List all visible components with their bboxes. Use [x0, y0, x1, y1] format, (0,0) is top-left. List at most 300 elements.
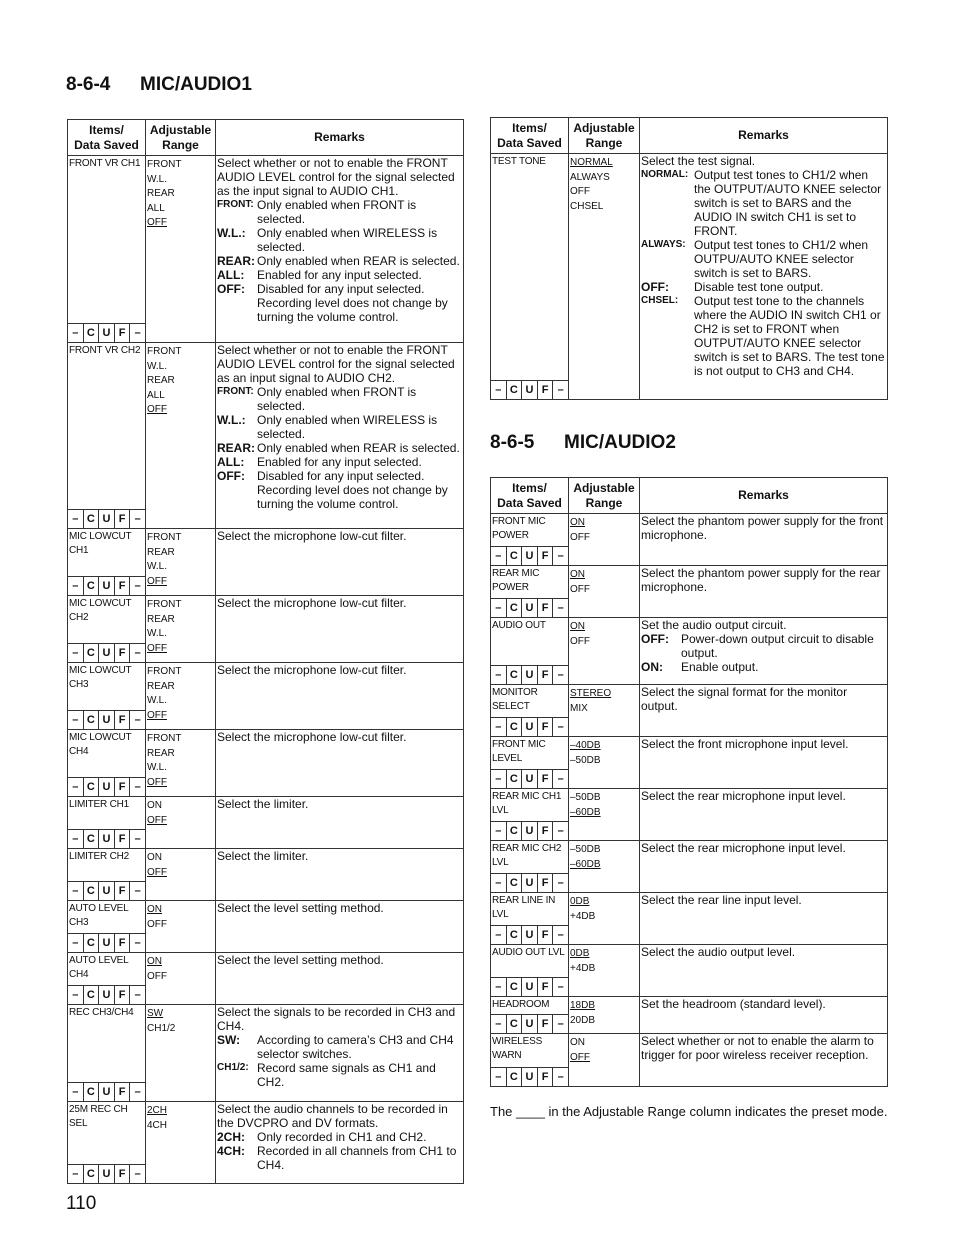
flag-2: U — [99, 324, 115, 342]
section-number: 8-6-5 — [490, 432, 535, 453]
remarks-cell — [640, 685, 888, 737]
header-items: Items/ Data Saved — [491, 478, 569, 514]
data-saved-flags — [491, 598, 568, 617]
data-saved-flags — [68, 509, 145, 528]
table-row — [68, 1005, 464, 1102]
remarks-definition — [217, 455, 461, 469]
flag-2: U — [99, 711, 115, 729]
flag-4: – — [557, 550, 564, 562]
remarks-intro: Select the microphone low-cut filter. — [217, 529, 407, 543]
item-cell — [68, 156, 146, 343]
flag-2: U — [522, 770, 538, 788]
range-option: FRONT — [147, 733, 182, 744]
remarks-definition — [217, 198, 461, 226]
data-saved-flags — [491, 665, 568, 684]
flag-4: – — [134, 647, 141, 659]
remarks-definition — [217, 413, 461, 441]
definition-key: NORMAL: — [641, 169, 689, 180]
range-option: ON — [570, 1037, 585, 1048]
flag-2: U — [99, 778, 115, 796]
flag-1: C — [84, 830, 100, 848]
range-option: W.L. — [147, 695, 168, 706]
range-cell — [569, 893, 640, 945]
range-option: –50DB — [570, 792, 601, 803]
flag-1: C — [507, 874, 523, 892]
flag-0: – — [491, 718, 507, 736]
data-saved-flags — [491, 546, 568, 565]
definition-key: OFF: — [641, 280, 669, 294]
flag-0: – — [68, 934, 84, 952]
data-saved-flags — [68, 323, 145, 342]
range-cell — [146, 529, 216, 596]
flag-1: C — [84, 986, 100, 1004]
item-name: WIRELESS WARN — [492, 1036, 543, 1061]
flag-3: F — [115, 986, 131, 1004]
table-row — [491, 789, 888, 841]
flag-0: – — [68, 1083, 84, 1101]
item-name: FRONT MIC LEVEL — [492, 739, 546, 764]
range-option: REAR — [147, 747, 175, 759]
range-option: ON — [147, 852, 162, 863]
flag-0: – — [491, 822, 507, 840]
item-cell — [491, 1034, 569, 1087]
table-row — [68, 156, 464, 343]
item-name: AUDIO OUT LVL — [492, 947, 565, 958]
flag-4: – — [134, 833, 141, 845]
table-row — [491, 154, 888, 400]
range-option: OFF — [147, 918, 167, 930]
flag-0: – — [68, 986, 84, 1004]
flag-1: C — [507, 926, 523, 944]
item-cell — [68, 596, 146, 663]
item-cell — [68, 849, 146, 901]
definition-text: Only recorded in CH1 and CH2. — [257, 1130, 427, 1144]
range-option: REAR — [147, 613, 175, 625]
data-saved-flags — [491, 1014, 568, 1033]
header-items: Items/ Data Saved — [68, 120, 146, 156]
definition-key: ON: — [641, 660, 663, 674]
item-name: FRONT VR CH2 — [69, 345, 141, 356]
mic-audio1-table — [67, 119, 464, 1184]
range-option: +4DB — [570, 910, 596, 922]
definition-text: Enabled for any input selected. — [257, 455, 422, 469]
remarks-definition — [641, 238, 885, 280]
item-name: REC CH3/CH4 — [69, 1007, 134, 1018]
item-name: REAR LINE IN LVL — [492, 895, 556, 920]
range-option-preset: –60DB — [570, 806, 601, 818]
range-option: ALL — [147, 202, 165, 214]
header-row — [491, 118, 888, 154]
range-option: FRONT — [147, 666, 182, 677]
remarks-intro: Select the signal format for the monitor output. — [641, 685, 848, 713]
item-name: MIC LOWCUT CH2 — [69, 598, 132, 623]
flag-2: U — [522, 547, 538, 565]
header-remarks: Remarks — [640, 118, 888, 154]
flag-0: – — [491, 1068, 507, 1086]
item-cell — [68, 663, 146, 730]
item-cell — [491, 997, 569, 1034]
definition-text: Output test tones to CH1/2 when the OUTPUT/AUTO KNEE selector switch is set to BARS and the AUDIO IN switch CH1 is set to FRONT. — [694, 168, 882, 238]
data-saved-flags — [68, 1164, 145, 1183]
flag-3: F — [115, 510, 131, 528]
data-saved-flags — [68, 643, 145, 662]
item-cell — [491, 618, 569, 685]
range-cell — [146, 663, 216, 730]
item-name: MIC LOWCUT CH4 — [69, 732, 132, 757]
header-range: Adjustable Range — [569, 118, 640, 154]
item-cell — [491, 841, 569, 893]
flag-3: F — [115, 577, 131, 595]
flag-3: F — [538, 926, 554, 944]
item-cell — [68, 901, 146, 953]
item-cell — [68, 797, 146, 849]
range-option: ALWAYS — [570, 171, 610, 183]
item-name: MIC LOWCUT CH3 — [69, 665, 132, 690]
range-option-preset: ON — [570, 569, 585, 580]
definition-key: FRONT: — [217, 386, 254, 397]
remarks-intro: Select whether or not to enable the FRONT AUDIO LEVEL control for the signal selected as the input signal to AUDIO CH1. — [217, 156, 455, 198]
range-cell — [569, 1034, 640, 1087]
definition-key: 4CH: — [217, 1144, 246, 1158]
definition-key: OFF: — [641, 632, 669, 646]
item-name: FRONT MIC POWER — [492, 516, 546, 541]
item-cell — [68, 953, 146, 1005]
item-name: REAR MIC POWER — [492, 568, 540, 593]
remarks-cell — [216, 596, 464, 663]
range-cell — [146, 1102, 216, 1184]
range-option-preset: ON — [147, 956, 162, 967]
flag-2: U — [522, 978, 538, 996]
table-row — [491, 618, 888, 685]
table-row — [491, 514, 888, 566]
range-cell — [569, 154, 640, 400]
flag-1: C — [84, 510, 100, 528]
definition-key: OFF: — [217, 469, 245, 483]
flag-0: – — [491, 1015, 507, 1033]
definition-key: ALWAYS: — [641, 239, 686, 250]
flag-4: – — [557, 773, 564, 785]
definition-text: Disable test tone output. — [694, 280, 824, 294]
definition-key: SW: — [217, 1033, 241, 1047]
remarks-intro: Select whether or not to enable the FRONT AUDIO LEVEL control for the signal selected as an input signal to AUDIO CH2. — [217, 343, 455, 385]
range-option-preset: –60DB — [570, 858, 601, 870]
range-option-preset: STEREO — [570, 688, 612, 699]
range-option-preset: 0DB — [570, 896, 590, 907]
remarks-intro: Select the limiter. — [217, 849, 309, 863]
preset-footnote: The ____ in the Adjustable Range column indicates the preset mode. — [490, 1104, 888, 1119]
item-name: TEST TONE — [492, 156, 546, 167]
range-option: 20DB — [570, 1014, 596, 1026]
flag-2: U — [99, 882, 115, 900]
remarks-intro: Select the audio output level. — [641, 945, 796, 959]
range-cell — [569, 945, 640, 997]
table-row — [68, 1102, 464, 1184]
remarks-definition — [641, 294, 885, 378]
item-name: HEADROOM — [492, 999, 550, 1010]
range-cell — [569, 618, 640, 685]
flag-3: F — [538, 1068, 554, 1086]
range-option-preset: ON — [570, 621, 585, 632]
range-option: REAR — [147, 546, 175, 558]
table-row — [491, 841, 888, 893]
item-name: REAR MIC CH1 LVL — [492, 791, 562, 816]
range-option: OFF — [570, 531, 590, 543]
flag-0: – — [491, 874, 507, 892]
flag-2: U — [99, 986, 115, 1004]
flag-4: – — [557, 669, 564, 681]
remarks-definition — [217, 1061, 461, 1089]
definition-text: Record same signals as CH1 and CH2. — [257, 1061, 436, 1089]
section-heading-mic-audio1 — [66, 74, 252, 96]
flag-3: F — [538, 874, 554, 892]
header-row — [68, 120, 464, 156]
flag-4: – — [134, 714, 141, 726]
flag-3: F — [115, 711, 131, 729]
remarks-intro: Select the test signal. — [641, 154, 756, 168]
table-row — [68, 901, 464, 953]
remarks-cell — [640, 618, 888, 685]
range-cell — [569, 737, 640, 789]
flag-4: – — [134, 1168, 141, 1180]
flag-1: C — [84, 324, 100, 342]
flag-0: – — [68, 778, 84, 796]
range-cell — [146, 343, 216, 529]
table-row — [491, 1034, 888, 1087]
range-option-preset: OFF — [147, 814, 167, 826]
remarks-definition — [217, 441, 461, 455]
flag-0: – — [491, 547, 507, 565]
item-name: FRONT VR CH1 — [69, 158, 141, 169]
data-saved-flags — [68, 985, 145, 1004]
range-option: W.L. — [147, 628, 168, 639]
range-cell — [146, 730, 216, 797]
flag-0: – — [491, 381, 507, 399]
definition-text: Output test tone to the channels where the AUDIO IN switch CH1 or CH2 is set to FRONT when OUTPUT/AUTO KNEE selector switch is set to BARS. The test tone is not output to CH3 and CH4. — [694, 294, 885, 378]
remarks-cell — [640, 893, 888, 945]
range-option: FRONT — [147, 346, 182, 357]
range-option: W.L. — [147, 173, 168, 185]
remarks-cell — [640, 514, 888, 566]
data-saved-flags — [491, 821, 568, 840]
range-cell — [569, 514, 640, 566]
remarks-intro: Select the signals to be recorded in CH3 and CH4. — [217, 1005, 456, 1033]
flag-2: U — [99, 1165, 115, 1183]
range-option: W.L. — [147, 360, 168, 372]
definition-text: Power-down output circuit to disable output. — [681, 632, 874, 660]
flag-0: – — [68, 882, 84, 900]
flag-1: C — [507, 770, 523, 788]
remarks-intro: Select whether or not to enable the alarm to trigger for poor wireless receiver reception. — [641, 1034, 874, 1062]
item-name: LIMITER CH1 — [69, 799, 130, 810]
range-cell — [146, 953, 216, 1005]
range-option: –50DB — [570, 754, 601, 766]
definition-text: Only enabled when REAR is selected. — [257, 254, 460, 268]
item-cell — [491, 685, 569, 737]
table-row — [491, 893, 888, 945]
flag-4: – — [134, 937, 141, 949]
remarks-intro: Select the rear microphone input level. — [641, 841, 846, 855]
remarks-definition — [641, 168, 885, 238]
flag-3: F — [115, 882, 131, 900]
data-saved-flags — [68, 710, 145, 729]
remarks-intro: Select the level setting method. — [217, 953, 384, 967]
remarks-cell — [216, 730, 464, 797]
flag-4: – — [134, 781, 141, 793]
item-cell — [68, 730, 146, 797]
flag-1: C — [507, 1015, 523, 1033]
table-row — [68, 730, 464, 797]
range-cell — [569, 789, 640, 841]
range-option: CH1/2 — [147, 1022, 176, 1034]
definition-text: Enabled for any input selected. — [257, 268, 422, 282]
range-option-preset: SW — [147, 1008, 164, 1019]
flag-3: F — [538, 1015, 554, 1033]
item-cell — [491, 154, 569, 400]
table-row — [491, 737, 888, 789]
flag-4: – — [557, 602, 564, 614]
remarks-definition — [217, 1130, 461, 1144]
definition-text: According to camera’s CH3 and CH4 selector switches. — [257, 1033, 454, 1061]
flag-4: – — [557, 929, 564, 941]
flag-1: C — [507, 381, 523, 399]
data-saved-flags — [491, 873, 568, 892]
flag-4: – — [134, 885, 141, 897]
remarks-intro: Select the level setting method. — [217, 901, 384, 915]
flag-4: – — [557, 1018, 564, 1030]
range-option: OFF — [570, 583, 590, 595]
flag-3: F — [115, 778, 131, 796]
flag-4: – — [557, 721, 564, 733]
item-name: LIMITER CH2 — [69, 851, 130, 862]
range-cell — [146, 901, 216, 953]
flag-0: – — [68, 644, 84, 662]
flag-2: U — [99, 934, 115, 952]
remarks-intro: Select the limiter. — [217, 797, 309, 811]
range-option: ON — [147, 800, 162, 811]
remarks-cell — [640, 841, 888, 893]
data-saved-flags — [68, 881, 145, 900]
table-row — [68, 797, 464, 849]
range-option-preset: NORMAL — [570, 157, 613, 168]
flag-0: – — [68, 510, 84, 528]
data-saved-flags — [491, 925, 568, 944]
range-option: FRONT — [147, 532, 182, 543]
range-option-preset: –40DB — [570, 740, 601, 751]
definition-text: Recorded in all channels from CH1 to CH4. — [257, 1144, 457, 1172]
definition-key: W.L.: — [217, 413, 246, 427]
flag-3: F — [115, 830, 131, 848]
range-option: W.L. — [147, 561, 168, 572]
range-option-preset: ON — [570, 517, 585, 528]
range-option: OFF — [570, 635, 590, 647]
remarks-cell — [640, 737, 888, 789]
flag-2: U — [99, 644, 115, 662]
flag-4: – — [557, 1071, 564, 1083]
flag-1: C — [84, 882, 100, 900]
remarks-cell — [216, 953, 464, 1005]
remarks-intro: Select the rear line input level. — [641, 893, 802, 907]
range-option-preset: 18DB — [570, 1000, 596, 1011]
flag-2: U — [522, 599, 538, 617]
flag-2: U — [99, 830, 115, 848]
flag-3: F — [538, 718, 554, 736]
flag-4: – — [134, 1086, 141, 1098]
data-saved-flags — [491, 380, 568, 399]
flag-1: C — [507, 547, 523, 565]
flag-3: F — [538, 666, 554, 684]
remarks-cell — [216, 529, 464, 596]
range-cell — [146, 156, 216, 343]
remarks-cell — [640, 945, 888, 997]
flag-2: U — [522, 1068, 538, 1086]
flag-3: F — [115, 1083, 131, 1101]
range-option: MIX — [570, 702, 588, 714]
range-option-preset: OFF — [147, 776, 167, 788]
flag-0: – — [68, 711, 84, 729]
range-option: REAR — [147, 188, 175, 199]
data-saved-flags — [68, 933, 145, 952]
page-number: 110 — [66, 1193, 97, 1214]
remarks-intro: Select the rear microphone input level. — [641, 789, 846, 803]
flag-3: F — [115, 1165, 131, 1183]
flag-3: F — [538, 599, 554, 617]
range-cell — [569, 685, 640, 737]
range-option-preset: OFF — [147, 404, 167, 415]
definition-text: Only enabled when WIRELESS is selected. — [257, 226, 438, 254]
flag-4: – — [134, 989, 141, 1001]
range-option: REAR — [147, 375, 175, 386]
remarks-cell — [640, 789, 888, 841]
header-items: Items/ Data Saved — [491, 118, 569, 154]
flag-3: F — [115, 324, 131, 342]
remarks-intro: Select the microphone low-cut filter. — [217, 730, 407, 744]
range-option-preset: 2CH — [147, 1105, 168, 1116]
definition-text: Only enabled when WIRELESS is selected. — [257, 413, 438, 441]
header-range: Adjustable Range — [146, 120, 216, 156]
flag-1: C — [84, 577, 100, 595]
range-option: REAR — [147, 680, 175, 692]
flag-2: U — [522, 381, 538, 399]
flag-1: C — [84, 711, 100, 729]
table-row — [491, 685, 888, 737]
remarks-intro: Select the front microphone input level. — [641, 737, 849, 751]
range-option-preset: OFF — [147, 866, 167, 878]
range-option-preset: OFF — [147, 709, 167, 721]
flag-4: – — [134, 580, 141, 592]
item-cell — [68, 529, 146, 596]
flag-1: C — [84, 1083, 100, 1101]
flag-1: C — [84, 644, 100, 662]
range-cell — [146, 1005, 216, 1102]
table-row — [68, 849, 464, 901]
flag-1: C — [84, 934, 100, 952]
range-option: OFF — [147, 970, 167, 982]
range-option-preset: ON — [147, 904, 162, 915]
item-cell — [68, 1005, 146, 1102]
item-cell — [68, 343, 146, 529]
range-option: CHSEL — [570, 200, 604, 212]
remarks-intro: Set the headroom (standard level). — [641, 997, 826, 1011]
range-option-preset: 0DB — [570, 948, 590, 959]
remarks-cell — [640, 154, 888, 400]
flag-2: U — [522, 718, 538, 736]
remarks-cell — [640, 997, 888, 1034]
remarks-cell — [216, 849, 464, 901]
table-row — [68, 596, 464, 663]
remarks-definition — [217, 254, 461, 268]
range-cell — [569, 566, 640, 618]
range-option-preset: OFF — [147, 217, 167, 228]
